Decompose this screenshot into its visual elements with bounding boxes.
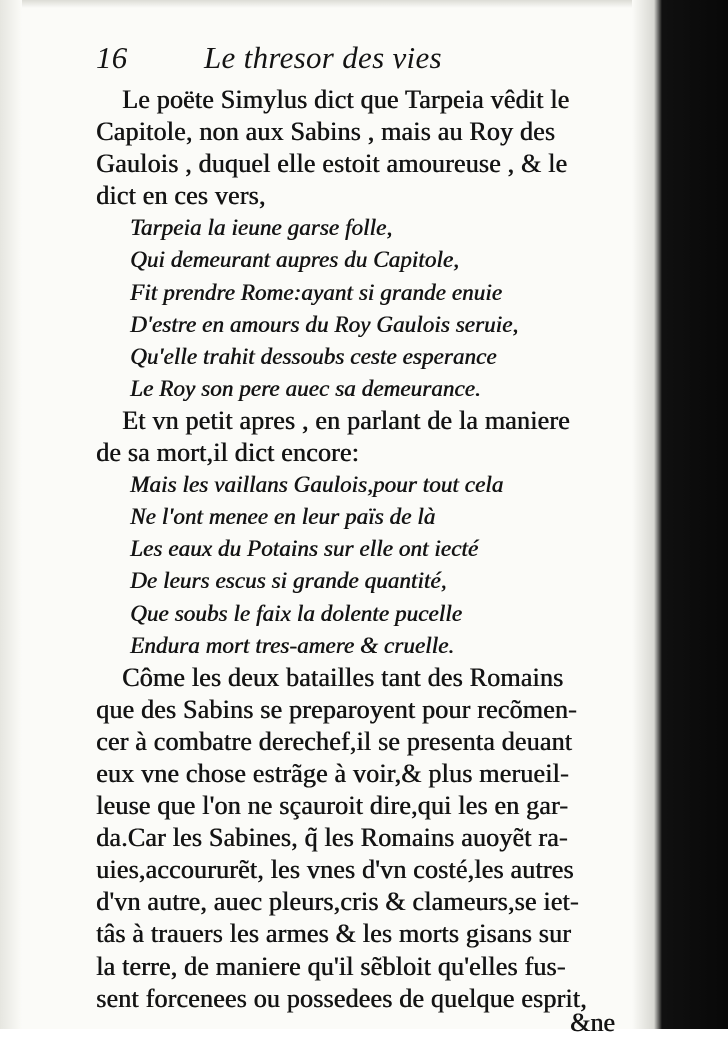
prose-line: Gaulois , duquel elle estoit amoureuse , & le xyxy=(96,149,568,179)
verse-line: De leurs escus si grande quantité, xyxy=(130,568,447,594)
prose-line: que des Sabins se preparoyent pour recõmen- xyxy=(96,694,577,724)
prose-line: de sa mort,il dict encore: xyxy=(96,438,359,468)
page-header xyxy=(96,40,636,84)
prose-line: d'vn autre, auec pleurs,cris & clameurs,se iet- xyxy=(96,887,579,917)
prose-line: leuse que l'on ne sçauroit dire,qui les en gar- xyxy=(96,791,569,821)
page-number: 16 xyxy=(96,40,128,75)
prose-line: uies,accoururẽt, les vnes d'vn costé,les autres xyxy=(96,855,574,885)
prose-line: dict en ces vers, xyxy=(96,181,266,211)
verse-line: Le Roy son pere auec sa demeurance. xyxy=(130,375,481,401)
verse-line: Tarpeia la ieune garse folle, xyxy=(130,215,393,241)
text-block xyxy=(96,40,636,1015)
prose-line: Côme les deux batailles tant des Romains xyxy=(122,662,564,692)
prose-line: eux vne chose estrãge à voir,& plus merueil- xyxy=(96,758,569,788)
verse-line: Qu'elle trahit dessoubs ceste esperance xyxy=(130,343,497,369)
prose-line: da.Car les Sabines, q̃ les Romains auoyẽt ra- xyxy=(96,823,568,853)
verse-line: D'estre en amours du Roy Gaulois seruie, xyxy=(130,311,519,337)
prose-line: Capitole, non aux Sabins , mais au Roy des xyxy=(96,117,556,147)
page-body xyxy=(96,84,636,1015)
prose-line: sent forcenees ou possedees de quelque esprit, xyxy=(96,983,587,1013)
prose-line: Le poëte Simylus dict que Tarpeia vêdit le xyxy=(122,85,570,114)
verse-line: Les eaux du Potains sur elle ont iecté xyxy=(130,536,479,562)
verse-line: Mais les vaillans Gaulois,pour tout cela xyxy=(130,472,504,498)
prose-line: la terre, de maniere qu'il sẽbloit qu'elles fus- xyxy=(96,951,566,981)
scan-right-edge xyxy=(632,0,728,1029)
prose-line: Et vn petit apres , en parlant de la maniere xyxy=(122,405,570,435)
scan-left-edge xyxy=(0,0,22,1029)
running-title: Le thresor des vies xyxy=(204,40,442,75)
prose-line: tâs à trauers les armes & les morts gisans sur xyxy=(96,919,571,949)
prose-line: cer à combatre derechef,il se presenta deuant xyxy=(96,726,573,756)
verse-line: Qui demeurant aupres du Capitole, xyxy=(130,247,459,273)
scan-top-edge xyxy=(0,0,728,8)
verse-line: Fit prendre Rome:ayant si grande enuie xyxy=(130,279,502,305)
verse-line: Que soubs le faix la dolente pucelle xyxy=(130,600,462,626)
verse-line: Endura mort tres-amere & cruelle. xyxy=(130,632,455,658)
verse-line: Ne l'ont menee en leur païs de là xyxy=(130,504,436,530)
catchword: &ne xyxy=(570,1008,615,1037)
